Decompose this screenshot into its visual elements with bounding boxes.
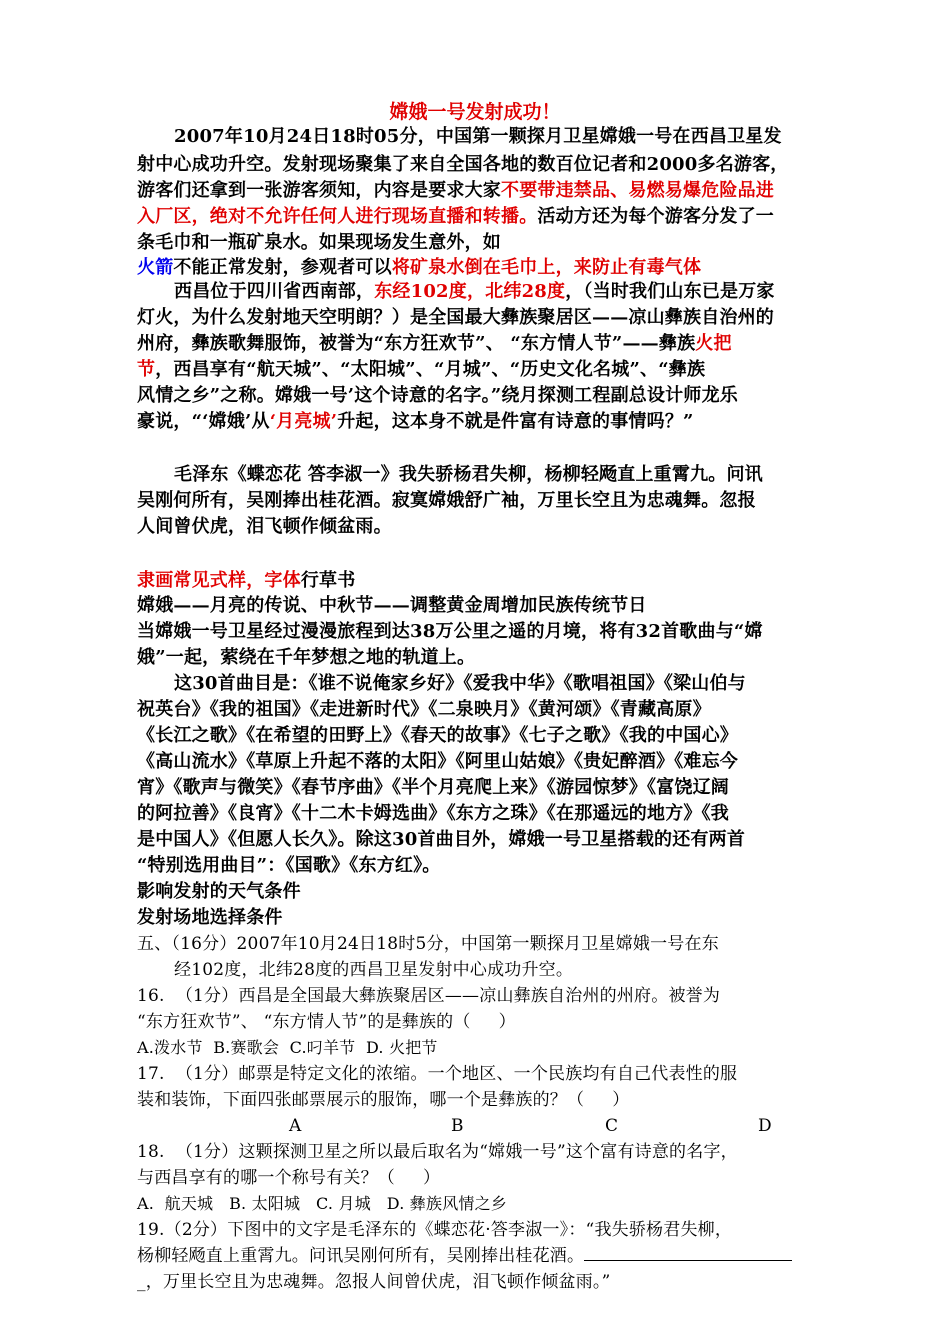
p2-line-4-text: ，西昌享有“航天城”、“太阳城”、“月城”、“历史文化名城”、“彝族 [155,359,706,380]
notes-line-1 [137,569,355,593]
p2-coordinates: 东经102度，北纬28度 [374,281,566,302]
stamp-option-b: B [451,1116,464,1136]
question-19-text: 杨柳轻飏直上重霄九。问讯吴刚何所有，吴刚捧出桂花酒。 [137,1246,585,1266]
p2-line-3-text: 州府，彝族歌舞服饰，被誉为“东方狂欢节”、 “东方情人节”——彝族 [137,333,696,354]
songs-line-4: 《高山流水》《草原上升起不落的太阳》《阿里山姑娘》《贵妃醉酒》《难忘今 [137,751,738,772]
question-19-line-2 [137,1244,792,1268]
songs-line-5: 宵》《歌声与微笑》《春节序曲》《半个月亮爬上来》《游园惊梦》《富饶辽阔 [137,777,729,798]
p1-line-6-highlight: 将矿泉水倒在毛巾上，来防止有毒气体 [391,257,702,278]
p2-line-4 [137,358,705,382]
site-topic: 发射场地选择条件 [137,907,283,928]
p1-line-3-text: 游客们还拿到一张游客须知，内容是要求大家 [137,180,501,201]
p2-line-1 [174,280,775,304]
notes-line-3: 当嫦娥一号卫星经过漫漫旅程到达38万公里之遥的月境，将有32首歌曲与“嫦 [137,621,763,642]
weather-topic: 影响发射的天气条件 [137,881,301,902]
calligraphy-note-text: 行草书 [300,570,356,591]
question-16-line-2: “东方狂欢节”、 “东方情人节”的是彝族的（ ） [137,1012,516,1032]
notes-line-2: 嫦娥——月亮的传说、中秋节——调整黄金周增加民族传统节日 [137,595,647,616]
p2-torch-highlight-end: 节 [137,359,156,380]
question-18-options: A. 航天城 B. 太阳城 C. 月城 D. 彝族风情之乡 [137,1194,507,1213]
calligraphy-note-highlight: 隶画常见式样，字体 [137,570,301,591]
poem-line-3: 人间曾伏虎，泪飞顿作倾盆雨。 [137,516,392,537]
p1-line-5: 条毛巾和一瓶矿泉水。如果现场发生意外，如 [137,232,501,253]
notes-line-4: 娥”一起，萦绕在千年梦想之地的轨道上。 [137,647,476,668]
p1-line-6 [137,256,701,280]
songs-line-7: 是中国人》《但愿人长久》。除这30首曲目外，嫦娥一号卫星搭载的还有两首 [137,829,746,850]
songs-line-6: 的阿拉善》《良宵》《十二木卡姆选曲》《东方之珠》《在那遥远的地方》《我 [137,803,729,824]
p2-line-1-tail: ，（当时我们山东已是万家 [565,281,775,302]
question-18-line-2: 与西昌享有的哪一个称号有关？（ ） [137,1168,441,1188]
p2-line-3 [137,332,732,356]
poem-line-2: 吴刚何所有，吴刚捧出桂花酒。寂寞嫦娥舒广袖，万里长空且为忠魂舞。忽报 [137,490,756,511]
p1-line-4-highlight: 入厂区，绝对不允许任何人进行现场直播和转播。 [137,206,538,227]
songs-line-2: 祝英台》《我的祖国》《走进新时代》《二泉映月》《黄河颂》《青藏高原》 [137,699,711,720]
p2-line-6-text: 豪说，“‘嫦娥’从 [137,411,270,432]
p2-line-6-tail: 升起，这本身不就是件富有诗意的事情吗？” [337,411,694,432]
question-16-line-1: 16. （1分）西昌是全国最大彝族聚居区——凉山彝族自治州的州府。被誉为 [137,986,721,1006]
question-19-line-3: _，万里长空且为忠魂舞。忽报人间曾伏虎，泪飞顿作倾盆雨。” [137,1272,611,1292]
p2-line-5: 风情之乡”之称。嫦娥一号’这个诗意的名字。”绕月探测工程副总设计师龙乐 [137,385,738,406]
p1-line-2: 射中心成功升空。发射现场聚集了来自全国各地的数百位记者和2000多名游客， [137,154,789,175]
songs-line-8: “特别选用曲目”：《国歌》《东方红》。 [137,855,441,876]
question-18-line-1: 18. （1分）这颗探测卫星之所以最后取名为“嫦娥一号”这个富有诗意的名字， [137,1142,738,1162]
p1-line-3 [137,179,774,203]
p1-line-3-highlight: 不要带违禁品、易燃易爆危险品进 [501,180,774,201]
p2-line-1-text: 西昌位于四川省西南部， [174,281,375,302]
p1-line-6-text: 不能正常发射，参观者可以 [173,257,392,278]
p1-line-4 [137,205,774,229]
answer-blank[interactable] [584,1244,792,1261]
poem-line-1: 毛泽东《蝶恋花 答李淑一》我失骄杨君失柳，杨柳轻飏直上重霄九。问讯 [174,464,763,485]
question-16-options: A.泼水节 B.赛歌会 C.叼羊节 D. 火把节 [137,1038,438,1057]
stamp-option-d: D [758,1116,772,1136]
stamp-option-a: A [289,1116,302,1136]
p2-moon-city-highlight: ‘月亮城’ [269,411,338,432]
question-17-line-1: 17. （1分）邮票是特定文化的浓缩。一个地区、一个民族均有自己代表性的服 [137,1064,738,1084]
page-title: 嫦娥一号发射成功！ [389,101,561,123]
question-19-line-1: 19.（2分）下图中的文字是毛泽东的《蝶恋花·答李淑一》：“我失骄杨君失柳， [137,1220,733,1240]
question-17-line-2: 装和装饰，下面四张邮票展示的服饰，哪一个是彝族的？（ ） [137,1090,630,1110]
songs-line-3: 《长江之歌》《在希望的田野上》《春天的故事》《七子之歌》《我的中国心》 [137,725,738,746]
p2-torch-highlight: 火把 [695,333,732,354]
stamp-option-c: C [605,1116,619,1136]
songs-line-1: 这30首曲目是：《谁不说俺家乡好》《爱我中华》《歌唱祖国》《梁山伯与 [174,673,746,694]
p2-line-6 [137,410,694,434]
quiz-intro-line-2: 经102度，北纬28度的西昌卫星发射中心成功升空。 [174,960,574,980]
p1-line-4-text: 活动方还为每个游客分发了一 [537,206,775,227]
quiz-intro-line-1: 五、（16分）2007年10月24日18时5分，中国第一颗探月卫星嫦娥一号在东 [137,934,719,954]
p2-line-2: 灯火，为什么发射地天空明朗？）是全国最大彝族聚居区——凉山彝族自治州的 [137,307,774,328]
p1-line-1: 2007年10月24日18时05分，中国第一颗探月卫星嫦娥一号在西昌卫星发 [174,126,782,147]
rocket-link[interactable]: 火箭 [137,257,174,278]
